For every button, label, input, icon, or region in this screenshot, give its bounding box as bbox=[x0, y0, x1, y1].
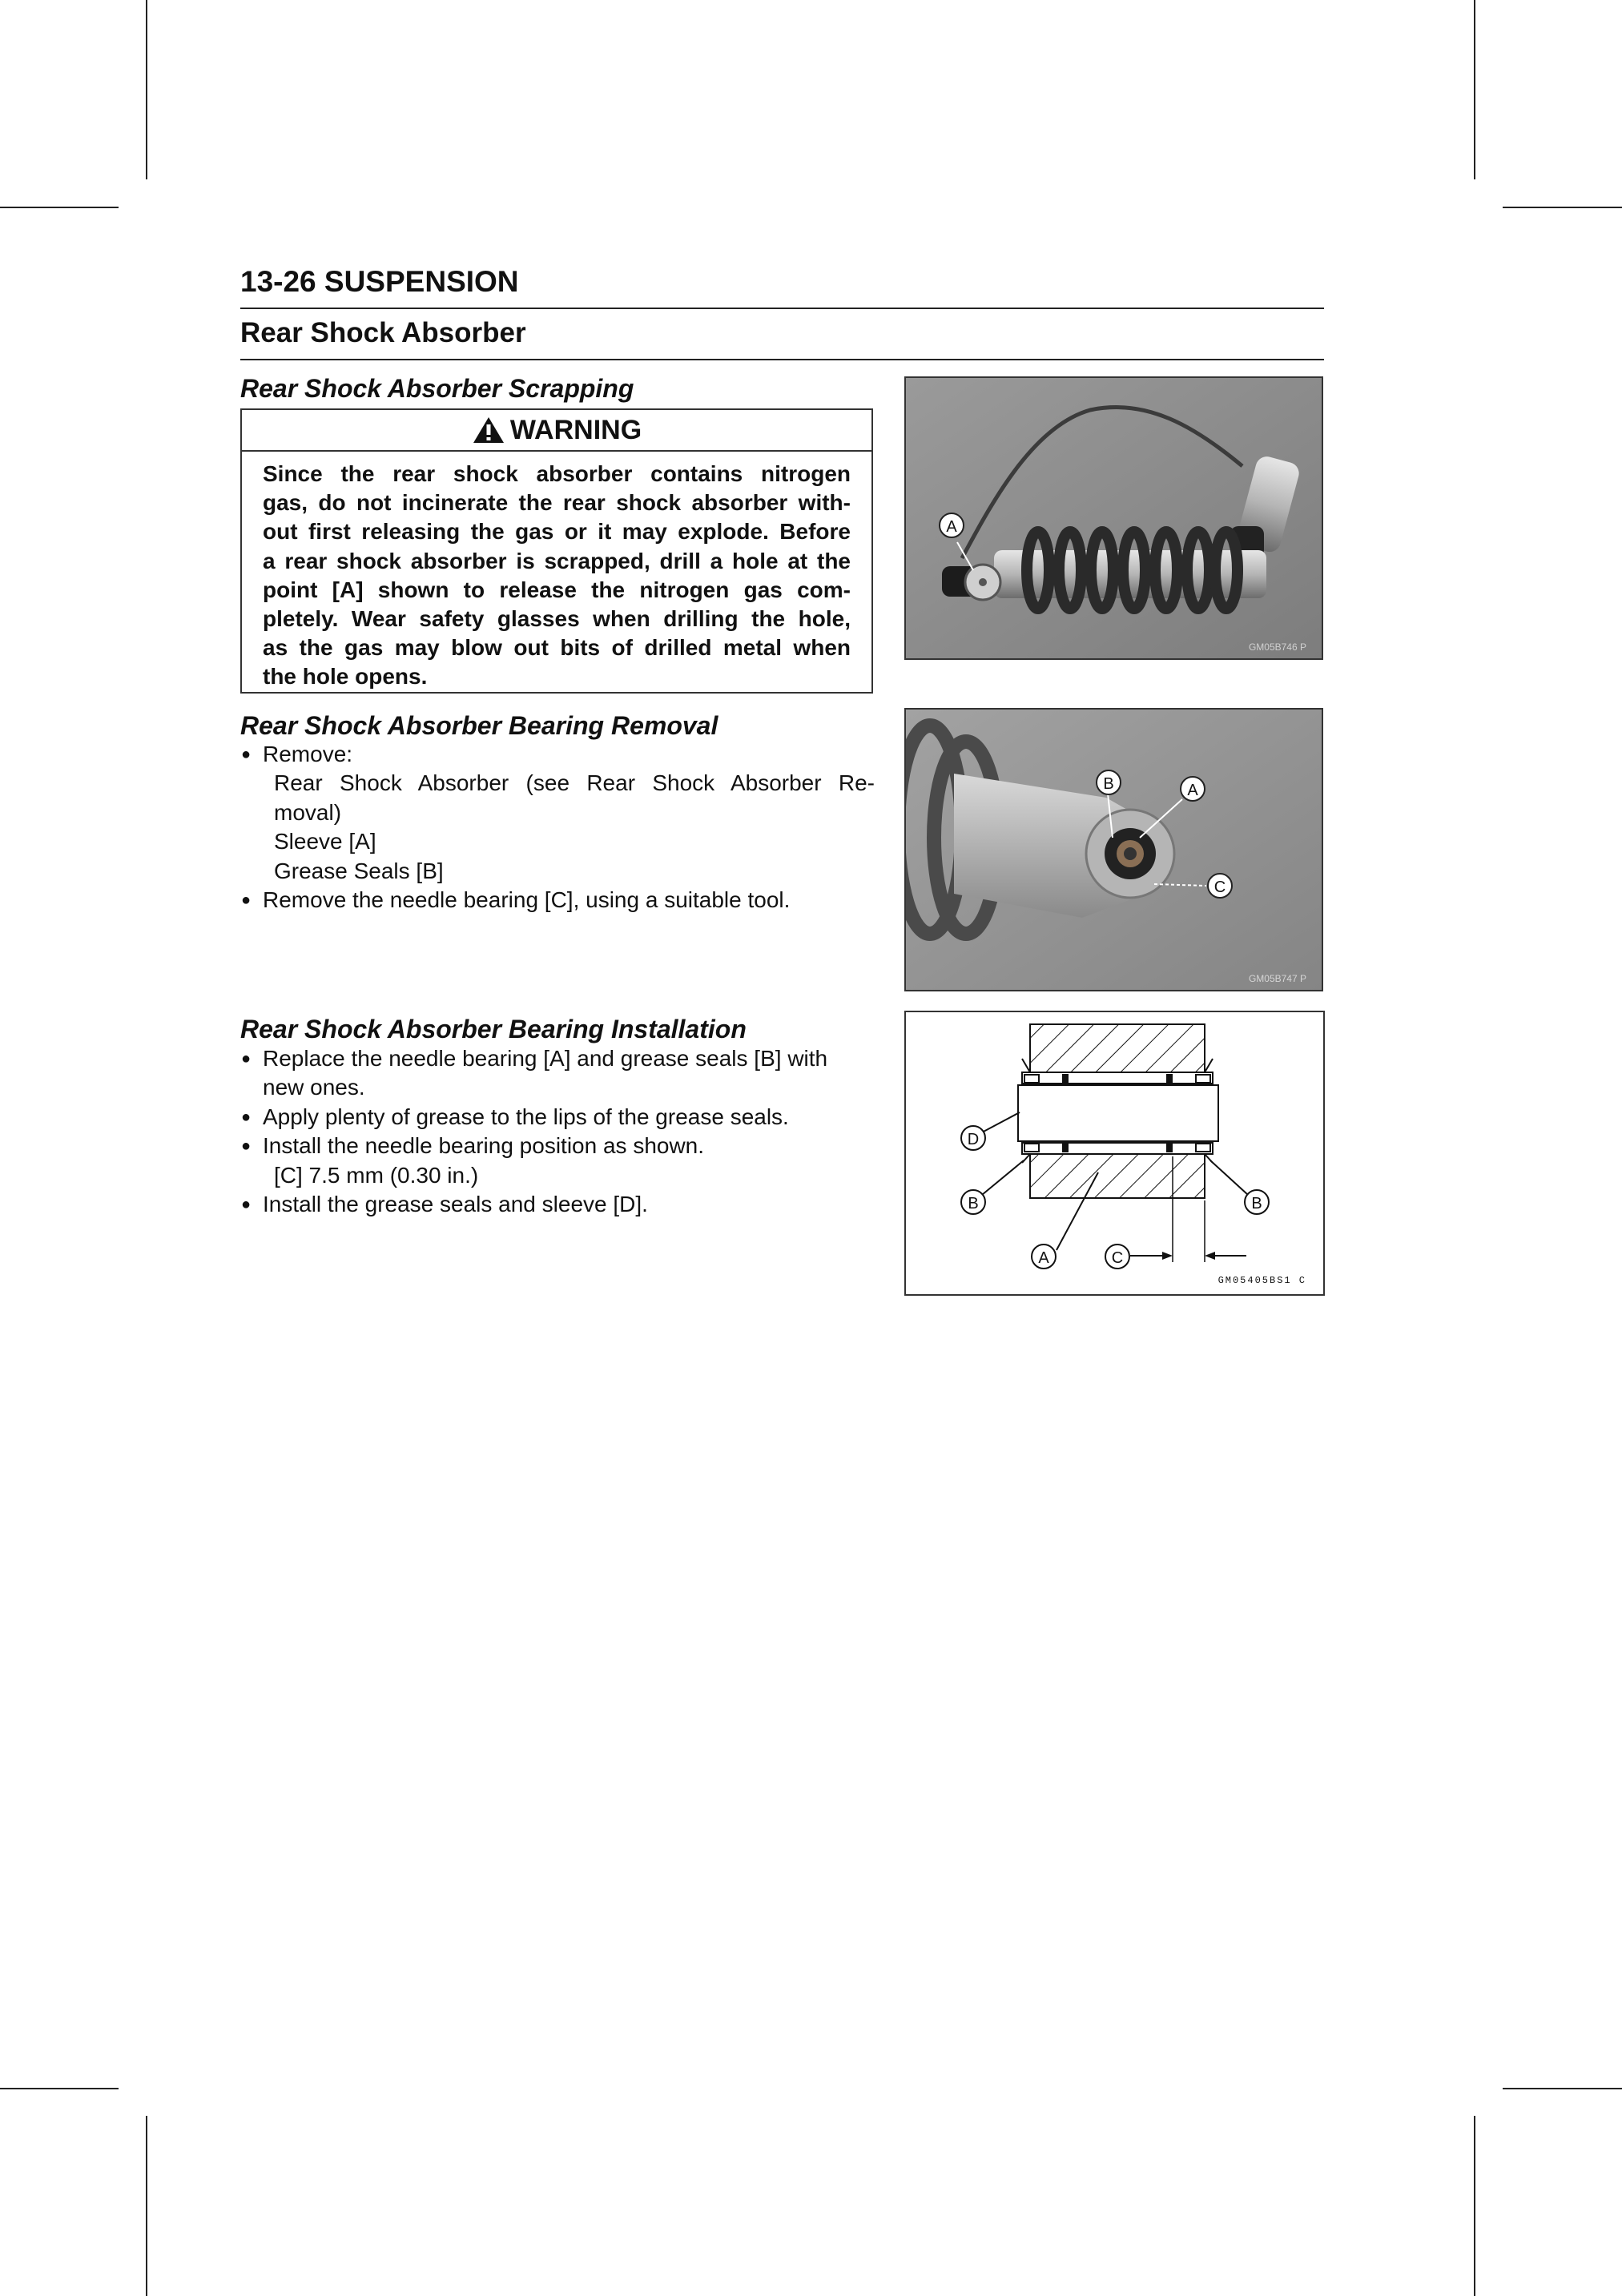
crop-mark bbox=[1474, 0, 1475, 179]
warning-header bbox=[242, 410, 871, 452]
callout-label: C bbox=[1111, 1249, 1124, 1267]
crop-mark bbox=[0, 2088, 119, 2089]
bearing-photo bbox=[904, 708, 1323, 991]
list-item: [C] 7.5 mm (0.30 in.) bbox=[274, 1162, 479, 1188]
list-item: ● Remove the needle bearing [C], using a suitable tool. bbox=[240, 886, 877, 915]
callout-label: C bbox=[1213, 879, 1226, 896]
callout-label: B bbox=[1251, 1195, 1262, 1212]
list-item: Grease Seals [B] bbox=[274, 858, 444, 883]
bearing-installation-diagram bbox=[904, 1011, 1325, 1296]
removal-steps bbox=[240, 740, 877, 915]
page-number: 13-26 SUSPENSION bbox=[240, 264, 1324, 309]
list-item: moval) bbox=[274, 799, 342, 825]
callout-label: A bbox=[1038, 1249, 1049, 1267]
figure-code: GM05B746 P bbox=[1248, 641, 1306, 653]
list-item: Sleeve [A] bbox=[274, 829, 376, 854]
crop-mark bbox=[146, 2116, 147, 2296]
warning-label: WARNING bbox=[509, 414, 642, 445]
crop-mark bbox=[0, 207, 119, 208]
crop-mark bbox=[1474, 2116, 1475, 2296]
list-item: ● Replace the needle bearing [A] and grease seals [B] with bbox=[240, 1044, 877, 1073]
list-item: ● Install the grease seals and sleeve [D]. bbox=[240, 1190, 877, 1219]
crop-mark bbox=[1503, 2088, 1622, 2089]
removal-heading: Rear Shock Absorber Bearing Removal bbox=[240, 711, 718, 740]
warning-text bbox=[242, 452, 871, 692]
list-item: ● Install the needle bearing position as shown. bbox=[240, 1132, 877, 1160]
warning-line: pletely. Wear safety glasses when drilling the hole, bbox=[263, 606, 851, 632]
callout-label: B bbox=[1103, 775, 1114, 793]
warning-line: a rear shock absorber is scrapped, drill a hole at the bbox=[263, 548, 851, 573]
warning-line: Since the rear shock absorber contains nitrogen bbox=[263, 461, 851, 486]
warning-line: gas, do not incinerate the rear shock absorber with- bbox=[263, 490, 851, 516]
scrapping-heading: Rear Shock Absorber Scrapping bbox=[240, 374, 634, 403]
warning-triangle-icon bbox=[472, 416, 505, 444]
warning-line: point [A] shown to release the nitrogen gas com- bbox=[263, 577, 851, 602]
warning-line: the hole opens. bbox=[263, 664, 428, 690]
figure-code: GM05B747 P bbox=[1248, 973, 1306, 984]
figure-code: GM05405BS1 C bbox=[1218, 1275, 1306, 1286]
page-header bbox=[240, 264, 1324, 360]
list-item: ● Apply plenty of grease to the lips of the grease seals. bbox=[240, 1103, 877, 1132]
list-item: Rear Shock Absorber (see Rear Shock Absorber Re- bbox=[274, 770, 875, 796]
section-title: Rear Shock Absorber bbox=[240, 309, 1324, 360]
callout-label: A bbox=[1187, 782, 1198, 799]
callout-label: B bbox=[968, 1195, 979, 1212]
installation-steps bbox=[240, 1044, 877, 1219]
list-item: ● Remove: bbox=[240, 740, 877, 769]
warning-box bbox=[240, 408, 873, 694]
crop-mark bbox=[146, 0, 147, 179]
callout-label: A bbox=[946, 518, 957, 536]
warning-line: out first releasing the gas or it may explode. Before bbox=[263, 519, 851, 545]
shock-absorber-photo bbox=[904, 376, 1323, 660]
crop-mark bbox=[1503, 207, 1622, 208]
list-item: new ones. bbox=[263, 1075, 365, 1100]
installation-heading: Rear Shock Absorber Bearing Installation bbox=[240, 1015, 747, 1043]
warning-line: as the gas may blow out bits of drilled metal when bbox=[263, 635, 851, 661]
callout-label: D bbox=[967, 1131, 980, 1148]
